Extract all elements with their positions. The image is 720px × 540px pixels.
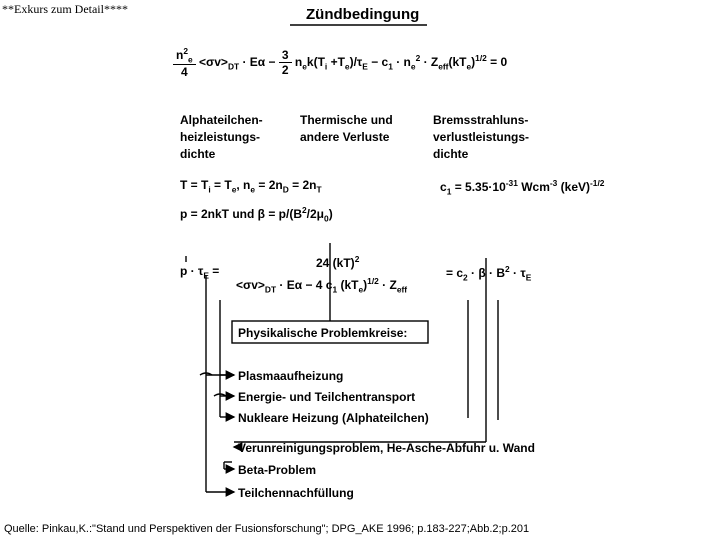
alpha-heating-label: Alphateilchen- heizleistungs- dichte [180,113,263,161]
pressure-beta-relation: p = 2nkT und $\beta = p/(B^2/2\mu_0)$ [180,205,333,224]
ptau-denominator: $<\sigma v>_{DT} \cdot E\alpha - 4$ $c_1$ $(kT_e)^{1/2} \cdot Z_{eff}$ [236,276,408,295]
ptau-rhs: = $c_2 \cdot \beta \cdot B^2 \cdot \tau_E$ [446,264,532,283]
problem-item-transport: Energie- und Teilchentransport [238,390,416,404]
problem-item-beta: Beta-Problem [238,463,317,477]
problem-item-refuelling: Teilchennachfüllung [238,486,354,500]
bremsstrahlung-label: Bremsstrahluns- verlustleistungs- dichte [433,113,530,161]
c1-constant: $c_1 = 5.35\cdot 10^{-31}$ Wcm$^{-3}$ (keV)$^{-1/2}$ [440,178,605,197]
problem-item-heating: Plasmaaufheizung [238,369,344,383]
page-title: Zündbedingung [306,6,420,23]
ignition-equation: $\frac{n^2_e}{4}$ $<\sigma v>_{DT} \cdot E\alpha$ − $\frac{3}{2}$ $n_ek(T_i +T_e)/\tau_E - c_1 \cdot n_e^2 \cdot Z_{eff}(kT_e)^{1/2} = 0$ [173,46,507,79]
source-citation: Quelle: Pinkau,K.:"Stand und Perspektiven der Fusionsforschung"; DPG_AKE 1996; p.183-227;Abb.2;p.201 [4,523,530,535]
problem-item-impurities: Verunreinigungsproblem, He-Asche-Abfuhr u. Wand [238,441,535,455]
problem-item-nuclear-heating: Nukleare Heizung (Alphateilchen) [238,411,429,425]
problems-heading: Physikalische Problemkreise: [238,326,408,340]
temperature-density-relation: $T = T_i = T_e$, $n_e = 2n_D = 2n_T$ [180,178,322,195]
exkurs-label: **Exkurs zum Detail**** [2,2,128,16]
ptau-lhs: $p \cdot \tau_E$ = [180,264,220,281]
ptau-numerator: 24 (kT)$^2$ [316,254,360,270]
thermal-loss-label: Thermische und andere Verluste [300,113,393,144]
